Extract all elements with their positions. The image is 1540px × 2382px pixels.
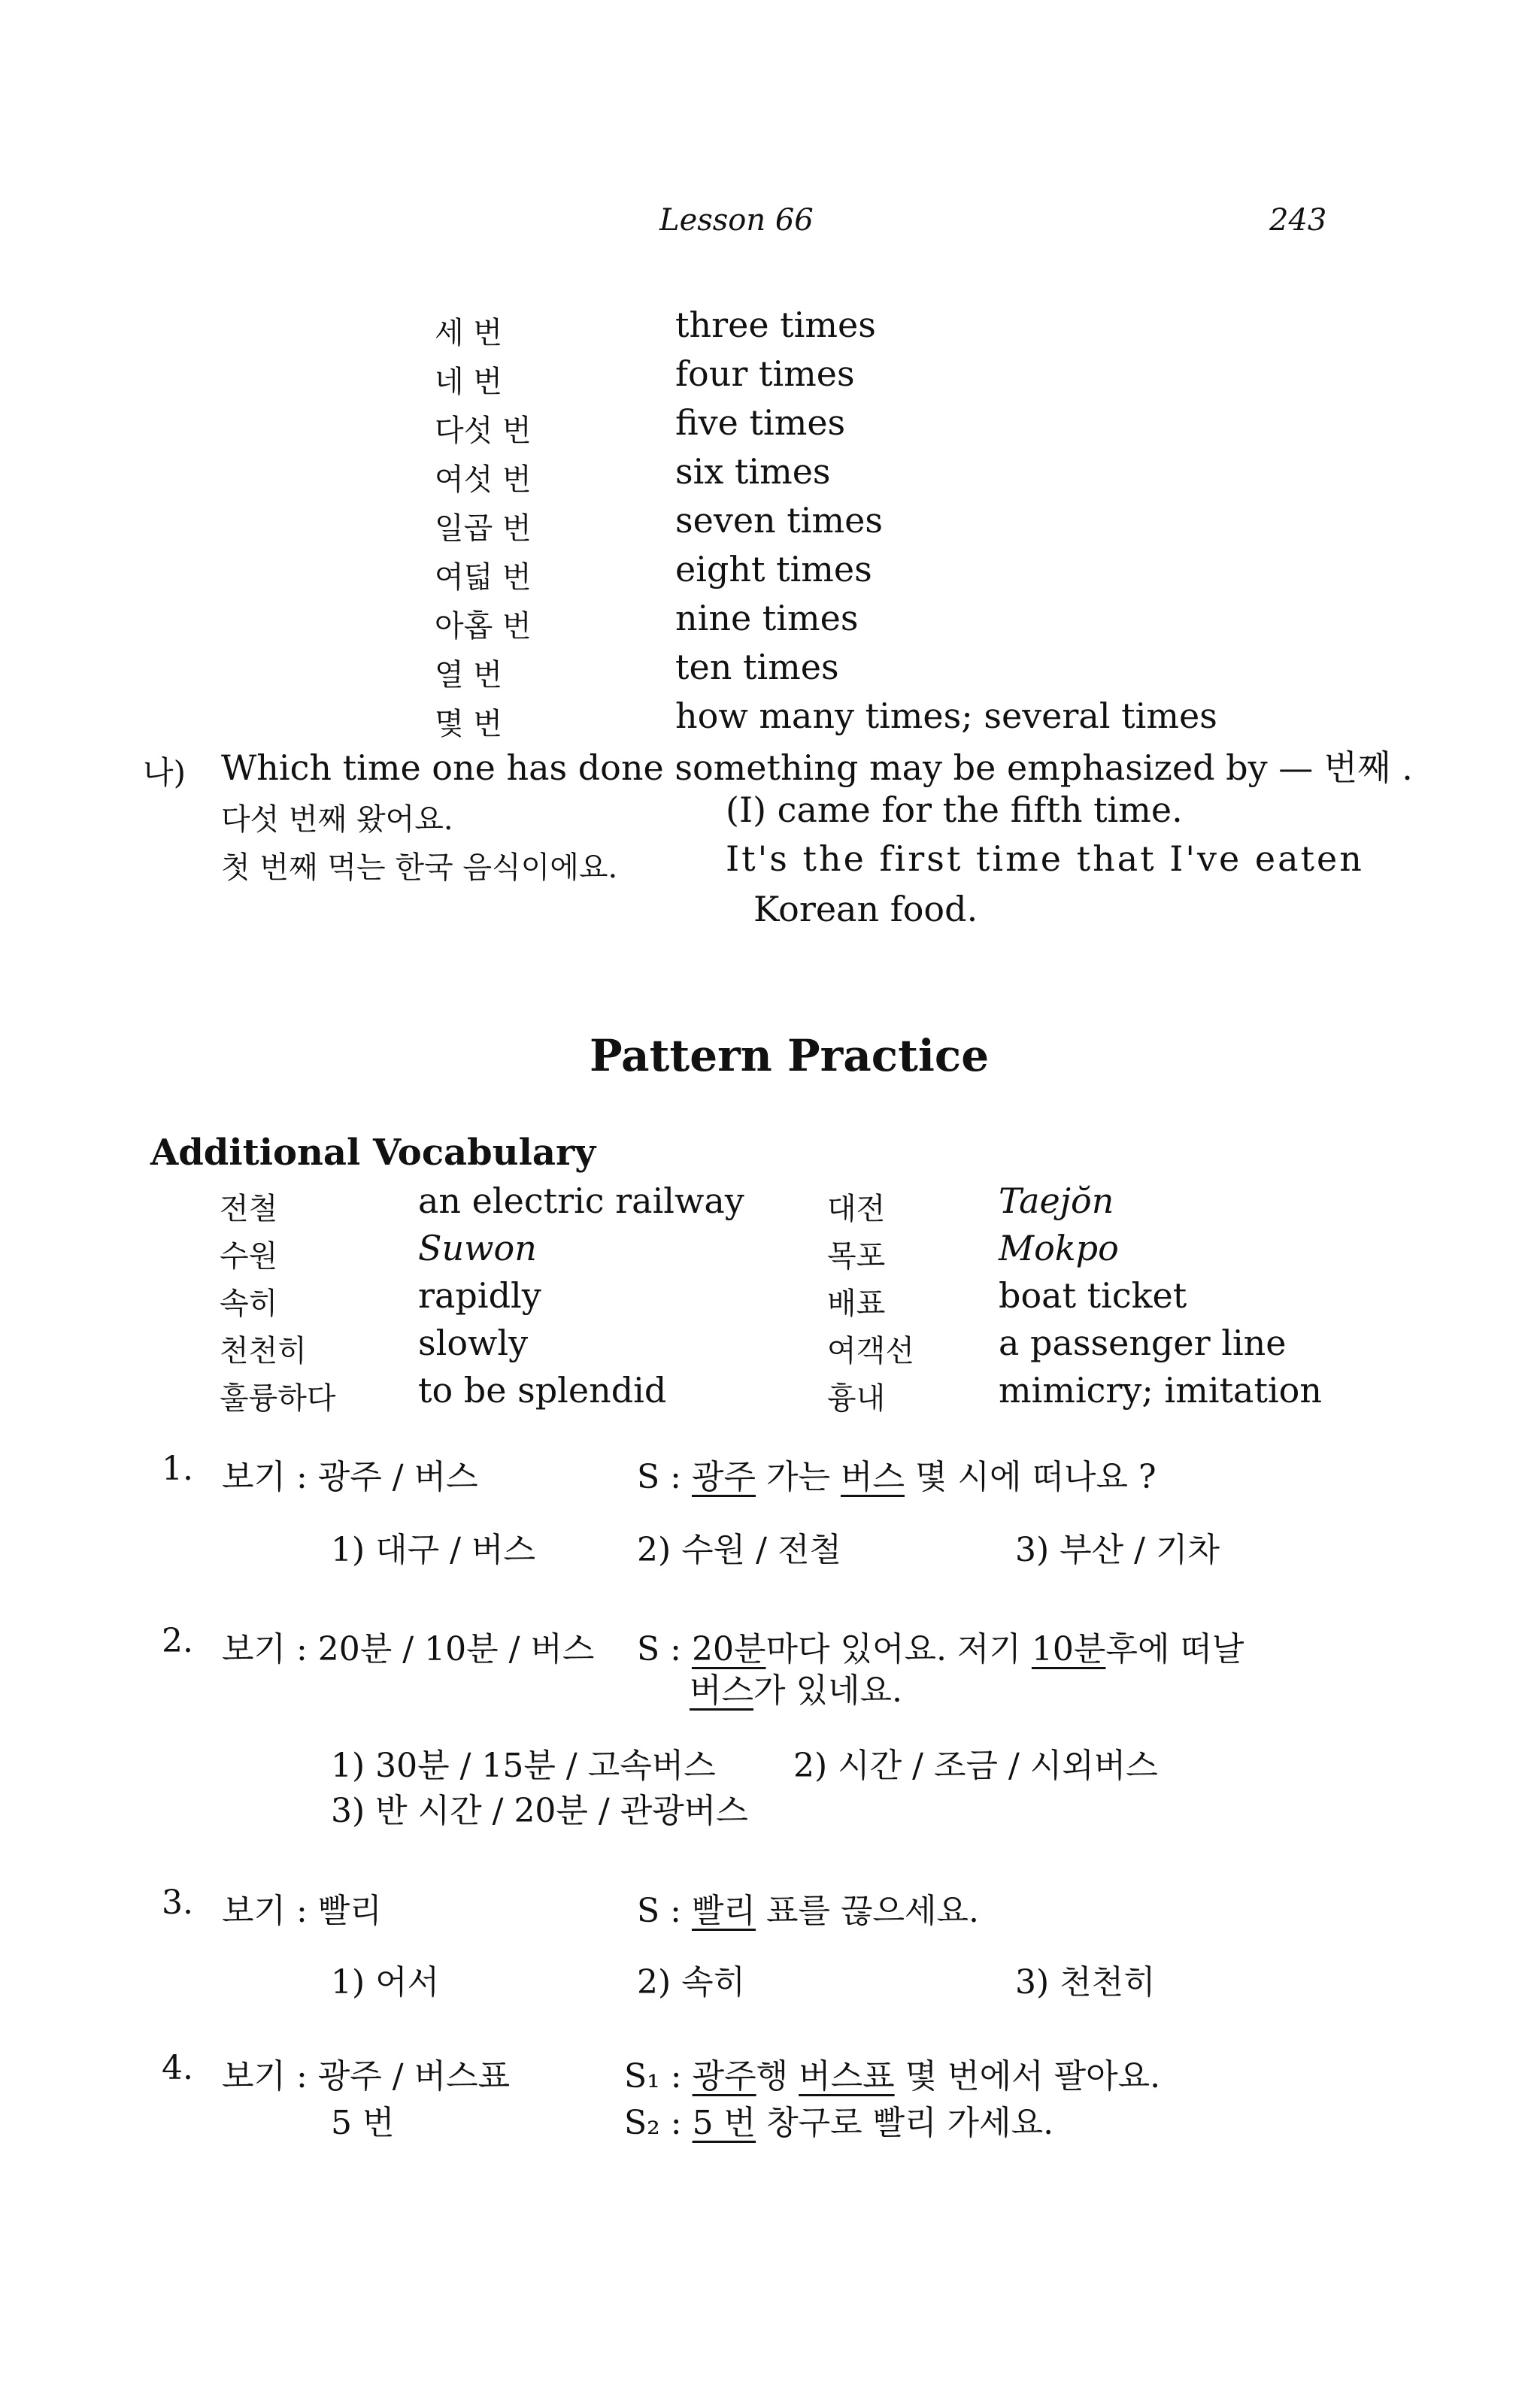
times-ko: 열 번	[435, 658, 502, 692]
sentence-text: 몇 번에서 팔아요.	[894, 2057, 1161, 2096]
cue-slot: 빨리	[691, 1892, 756, 1930]
vocab-ko: 여객선	[827, 1334, 914, 1368]
times-ko: 아홉 번	[435, 609, 532, 644]
exercise-number: 4.	[162, 2049, 193, 2087]
vocab-en: mimicry; imitation	[999, 1370, 1322, 1411]
vocab-heading: Additional Vocabulary	[150, 1132, 596, 1174]
sentence-text: 후에 떠날	[1105, 1630, 1244, 1668]
vocab-en: Suwon	[418, 1228, 537, 1268]
speaker-label: S :	[637, 1630, 681, 1668]
times-en: nine times	[675, 598, 859, 638]
times-ko: 몇 번	[435, 707, 502, 741]
drill-item: 1) 30분 / 15분 / 고속버스	[331, 1747, 716, 1785]
cue-slot: 버스표	[799, 2057, 895, 2096]
times-en: five times	[675, 402, 846, 443]
sentence-s1	[624, 2049, 1160, 2097]
cue-slot: 5 번	[692, 2104, 756, 2142]
sentence-cont	[690, 1663, 902, 1711]
times-en: ten times	[675, 647, 839, 687]
sentence	[637, 1883, 979, 1932]
section-title: Pattern Practice	[590, 1030, 990, 1081]
vocab-en: to be splendid	[418, 1370, 667, 1411]
speaker-label: S :	[637, 1458, 681, 1496]
vocab-ko: 배표	[827, 1286, 886, 1321]
sentence-text: 마다 있어요. 저기	[765, 1630, 1032, 1668]
sentence	[637, 1450, 1157, 1498]
vocab-en: rapidly	[418, 1275, 541, 1316]
vocab-ko: 수원	[220, 1239, 278, 1274]
vocab-ko: 목포	[827, 1239, 886, 1274]
times-ko: 네 번	[435, 365, 502, 399]
times-en: six times	[675, 451, 831, 492]
sentence-text: 몇 시에 떠나요 ?	[904, 1458, 1157, 1496]
vocab-ko: 대전	[827, 1192, 886, 1226]
example-cue: 보기 : 광주 / 버스표	[222, 2057, 511, 2096]
cue-slot: 광주	[691, 1458, 756, 1496]
vocab-en: boat ticket	[999, 1275, 1187, 1316]
drill-item: 3) 천천히	[1015, 1963, 1156, 2002]
cue-slot: 광주	[692, 2057, 756, 2096]
drill-item: 1) 어서	[331, 1963, 440, 2002]
example-ko-2: 첫 번째 먹는 한국 음식이에요.	[221, 850, 618, 885]
cue-slot: 10분	[1031, 1630, 1106, 1668]
speaker-label: S₂ :	[624, 2104, 682, 2142]
vocab-ko: 전철	[220, 1192, 278, 1226]
example-en-2: It's the first time that I've eaten	[726, 838, 1364, 879]
example-en-1: (I) came for the fifth time.	[726, 789, 1183, 830]
note-marker: 나)	[143, 754, 186, 791]
times-en: four times	[675, 353, 855, 394]
vocab-ko: 천천히	[220, 1334, 307, 1368]
vocab-en: Mokpo	[999, 1228, 1119, 1268]
page-number: 243	[1269, 203, 1327, 238]
example-ko-1: 다섯 번째 왔어요.	[221, 802, 453, 837]
times-ko: 다섯 번	[435, 414, 532, 448]
vocab-ko: 흉내	[827, 1381, 886, 1416]
example-cue: 보기 : 광주 / 버스	[222, 1458, 478, 1496]
drill-item: 2) 시간 / 조금 / 시외버스	[793, 1747, 1158, 1785]
note-text: Which time one has done something may be emphasized by — 번째 .	[221, 747, 1413, 788]
cue-slot: 20분	[691, 1630, 766, 1668]
times-en: three times	[675, 305, 876, 345]
times-ko: 여섯 번	[435, 462, 532, 497]
vocab-en: an electric railway	[418, 1180, 744, 1221]
vocab-en: a passenger line	[999, 1323, 1287, 1363]
drill-item: 1) 대구 / 버스	[331, 1531, 535, 1569]
example-cue: 보기 : 빨리	[222, 1892, 382, 1930]
vocab-ko: 훌륭하다	[220, 1381, 336, 1416]
times-en: how many times; several times	[675, 696, 1217, 736]
times-ko: 일곱 번	[435, 511, 532, 546]
times-ko: 여덟 번	[435, 560, 532, 595]
cue-slot: 버스	[690, 1671, 754, 1710]
sentence-text: 창구로 빨리 가세요.	[756, 2104, 1054, 2142]
drill-item: 2) 수원 / 전철	[637, 1531, 841, 1569]
drill-item: 2) 속히	[637, 1963, 746, 2002]
times-ko: 세 번	[435, 316, 502, 350]
vocab-en: Taejŏn	[999, 1180, 1114, 1221]
sentence-text: 표를 끊으세요.	[755, 1892, 979, 1930]
exercise-number: 1.	[162, 1450, 193, 1488]
exercise-number: 3.	[162, 1883, 193, 1922]
times-en: seven times	[675, 500, 883, 541]
cue-slot: 버스	[840, 1458, 905, 1496]
vocab-en: slowly	[418, 1323, 529, 1363]
speaker-label: S₁ :	[624, 2057, 682, 2096]
times-en: eight times	[675, 549, 872, 589]
example-en-2-cont: Korean food.	[753, 889, 978, 929]
sentence-s2	[624, 2096, 1053, 2144]
running-header-lesson: Lesson 66	[659, 203, 814, 238]
sentence-text: 행	[756, 2057, 799, 2096]
vocab-ko: 속히	[220, 1286, 278, 1321]
sentence-text: 가 있네요.	[753, 1671, 903, 1710]
sentence-text: 가는	[755, 1458, 841, 1496]
example-cue: 보기 : 20분 / 10분 / 버스	[222, 1630, 595, 1668]
drill-item: 3) 반 시간 / 20분 / 관광버스	[331, 1792, 748, 1830]
drill-item: 3) 부산 / 기차	[1015, 1531, 1220, 1569]
exercise-number: 2.	[162, 1622, 193, 1660]
speaker-label: S :	[637, 1892, 681, 1930]
example-cue-cont: 5 번	[331, 2104, 395, 2142]
